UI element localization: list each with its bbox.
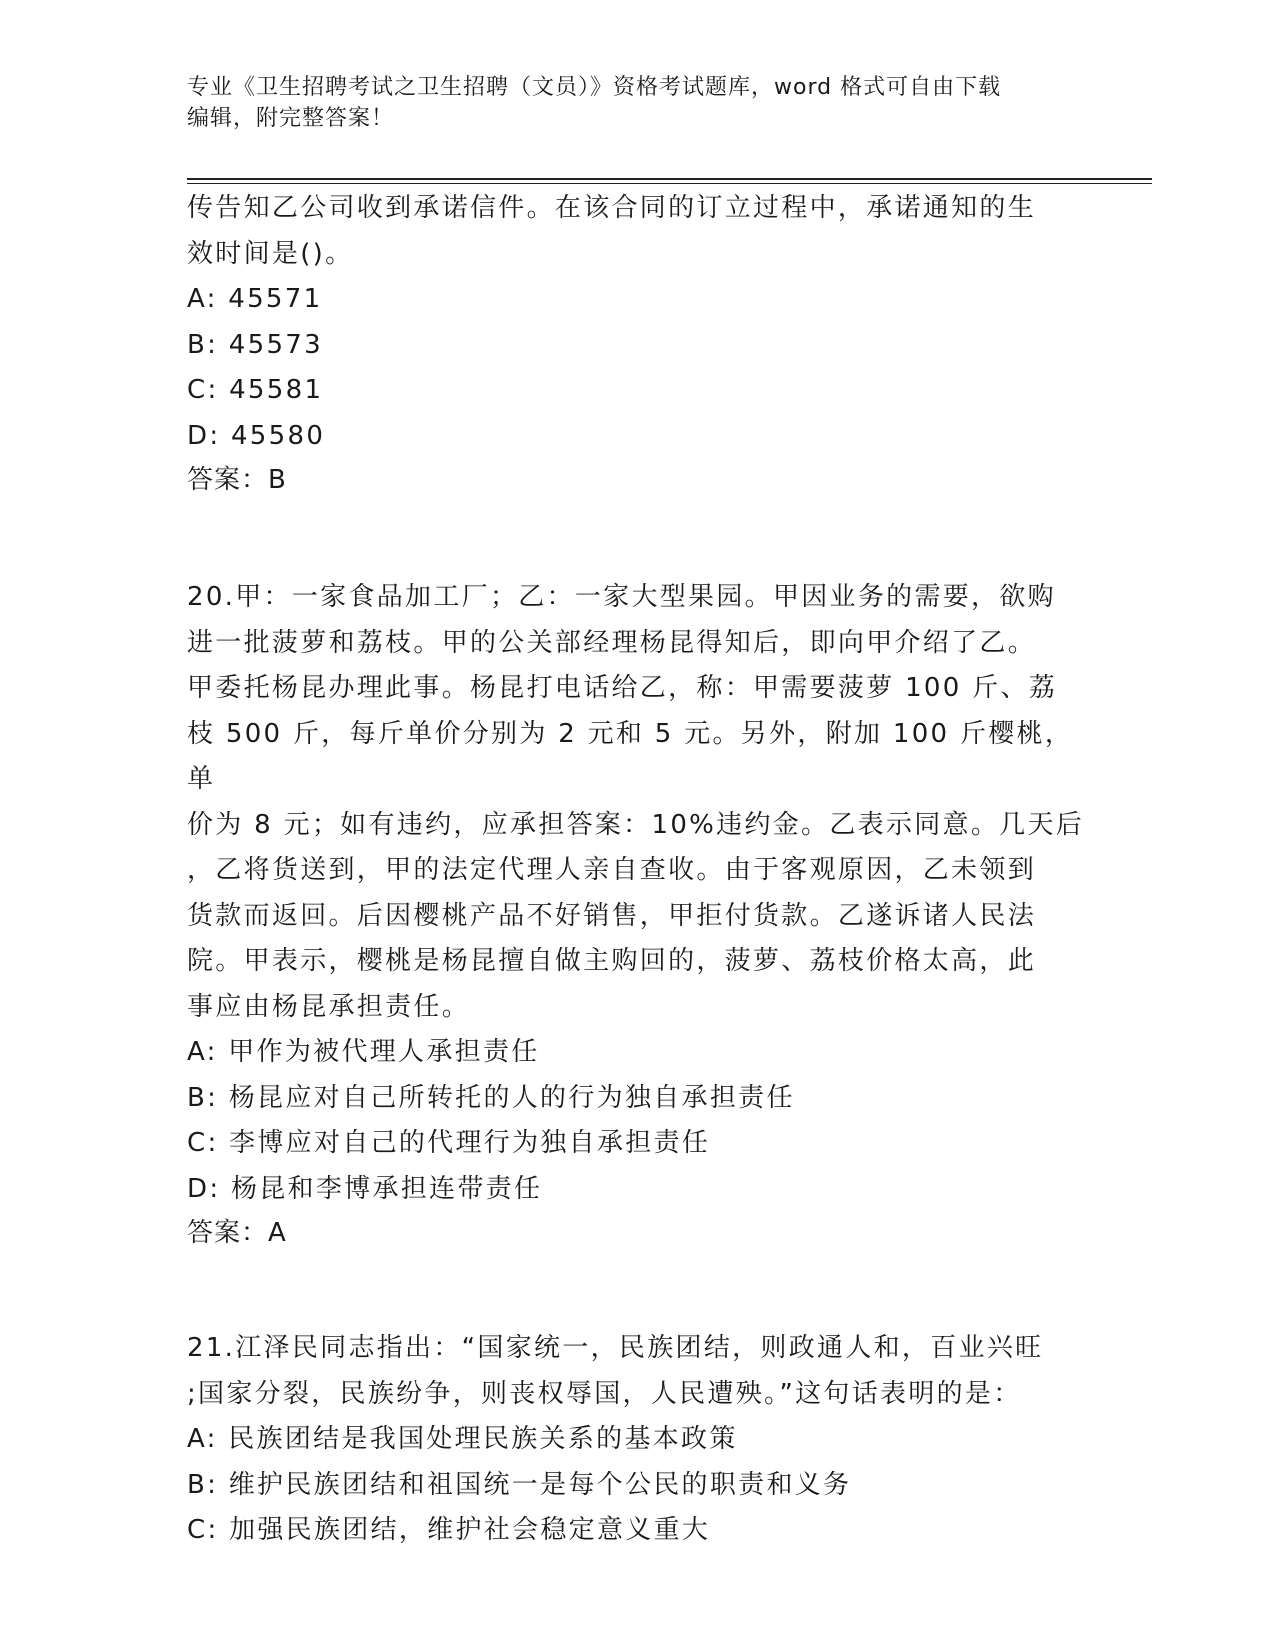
question-stem [187, 1326, 1087, 1417]
option-b: B: 维护民族团结和祖国统一是每个公民的职责和义务 [187, 1469, 852, 1500]
option-a: A: 45571 [187, 284, 323, 314]
option-c: C: 李博应对自己的代理行为独自承担责任 [187, 1128, 711, 1158]
document-header [187, 72, 1067, 134]
option-a: A: 民族团结是我国处理民族关系的基本政策 [187, 1424, 738, 1454]
stem-line: 枝 500 斤，每斤单价分别为 2 元和 5 元。另外，附加 100 斤樱桃，单 [187, 718, 1074, 794]
option-c: C: 45581 [187, 375, 324, 405]
stem-line: ，乙将货送到，甲的法定代理人亲自查收。由于客观原因，乙未领到 [187, 855, 1037, 885]
stem-line: 货款而返回。后因樱桃产品不好销售，甲拒付货款。乙遂诉诸人民法 [187, 900, 1037, 931]
stem-line: 传告知乙公司收到承诺信件。在该合同的订立过程中，承诺通知的生 [187, 193, 1037, 223]
question-stem [187, 575, 1087, 1030]
option-a: A: 甲作为被代理人承担责任 [187, 1037, 540, 1067]
stem-line: 院。甲表示，樱桃是杨昆擅自做主购回的，菠萝、荔枝价格太高，此 [187, 946, 1037, 976]
document-body [187, 186, 1087, 1554]
stem-line: 效时间是()。 [187, 238, 354, 269]
question-19 [187, 186, 1087, 501]
spacer [187, 501, 1087, 575]
header-line-1: 专业《卫生招聘考试之卫生招聘（文员）》资格考试题库，word 格式可自由下载 [187, 75, 1002, 100]
header-divider-thick [187, 178, 1152, 180]
answer: 答案：A [187, 1218, 287, 1248]
option-d: D: 45580 [187, 420, 326, 451]
stem-line: 20.甲：一家食品加工厂；乙：一家大型果园。甲因业务的需要，欲购 [187, 582, 1056, 612]
option-b: B: 杨昆应对自己所转托的人的行为独自承担责任 [187, 1082, 795, 1113]
stem-line: ;国家分裂，民族纷争，则丧权辱国，人民遭殃。”这句话表明的是： [187, 1378, 1022, 1409]
header-line-2: 编辑，附完整答案！ [187, 106, 395, 131]
stem-line: 价为 8 元；如有违约，应承担答案：10%违约金。乙表示同意。几天后 [187, 809, 1085, 840]
stem-line: 进一批菠萝和荔枝。甲的公关部经理杨昆得知后，即向甲介绍了乙。 [187, 627, 1037, 658]
stem-line: 事应由杨昆承担责任。 [187, 991, 471, 1022]
stem-line: 21.江泽民同志指出：“国家统一，民族团结，则政通人和，百业兴旺 [187, 1333, 1044, 1363]
question-21 [187, 1326, 1087, 1554]
question-20 [187, 575, 1087, 1254]
option-c: C: 加强民族团结，维护社会稳定意义重大 [187, 1515, 711, 1545]
option-d: D: 杨昆和李博承担连带责任 [187, 1173, 543, 1204]
question-stem [187, 186, 1087, 277]
spacer [187, 1254, 1087, 1326]
stem-line: 甲委托杨昆办理此事。杨昆打电话给乙，称：甲需要菠萝 100 斤、荔 [187, 673, 1058, 703]
header-divider-thin [187, 183, 1152, 184]
option-b: B: 45573 [187, 329, 323, 360]
answer: 答案：B [187, 465, 287, 495]
